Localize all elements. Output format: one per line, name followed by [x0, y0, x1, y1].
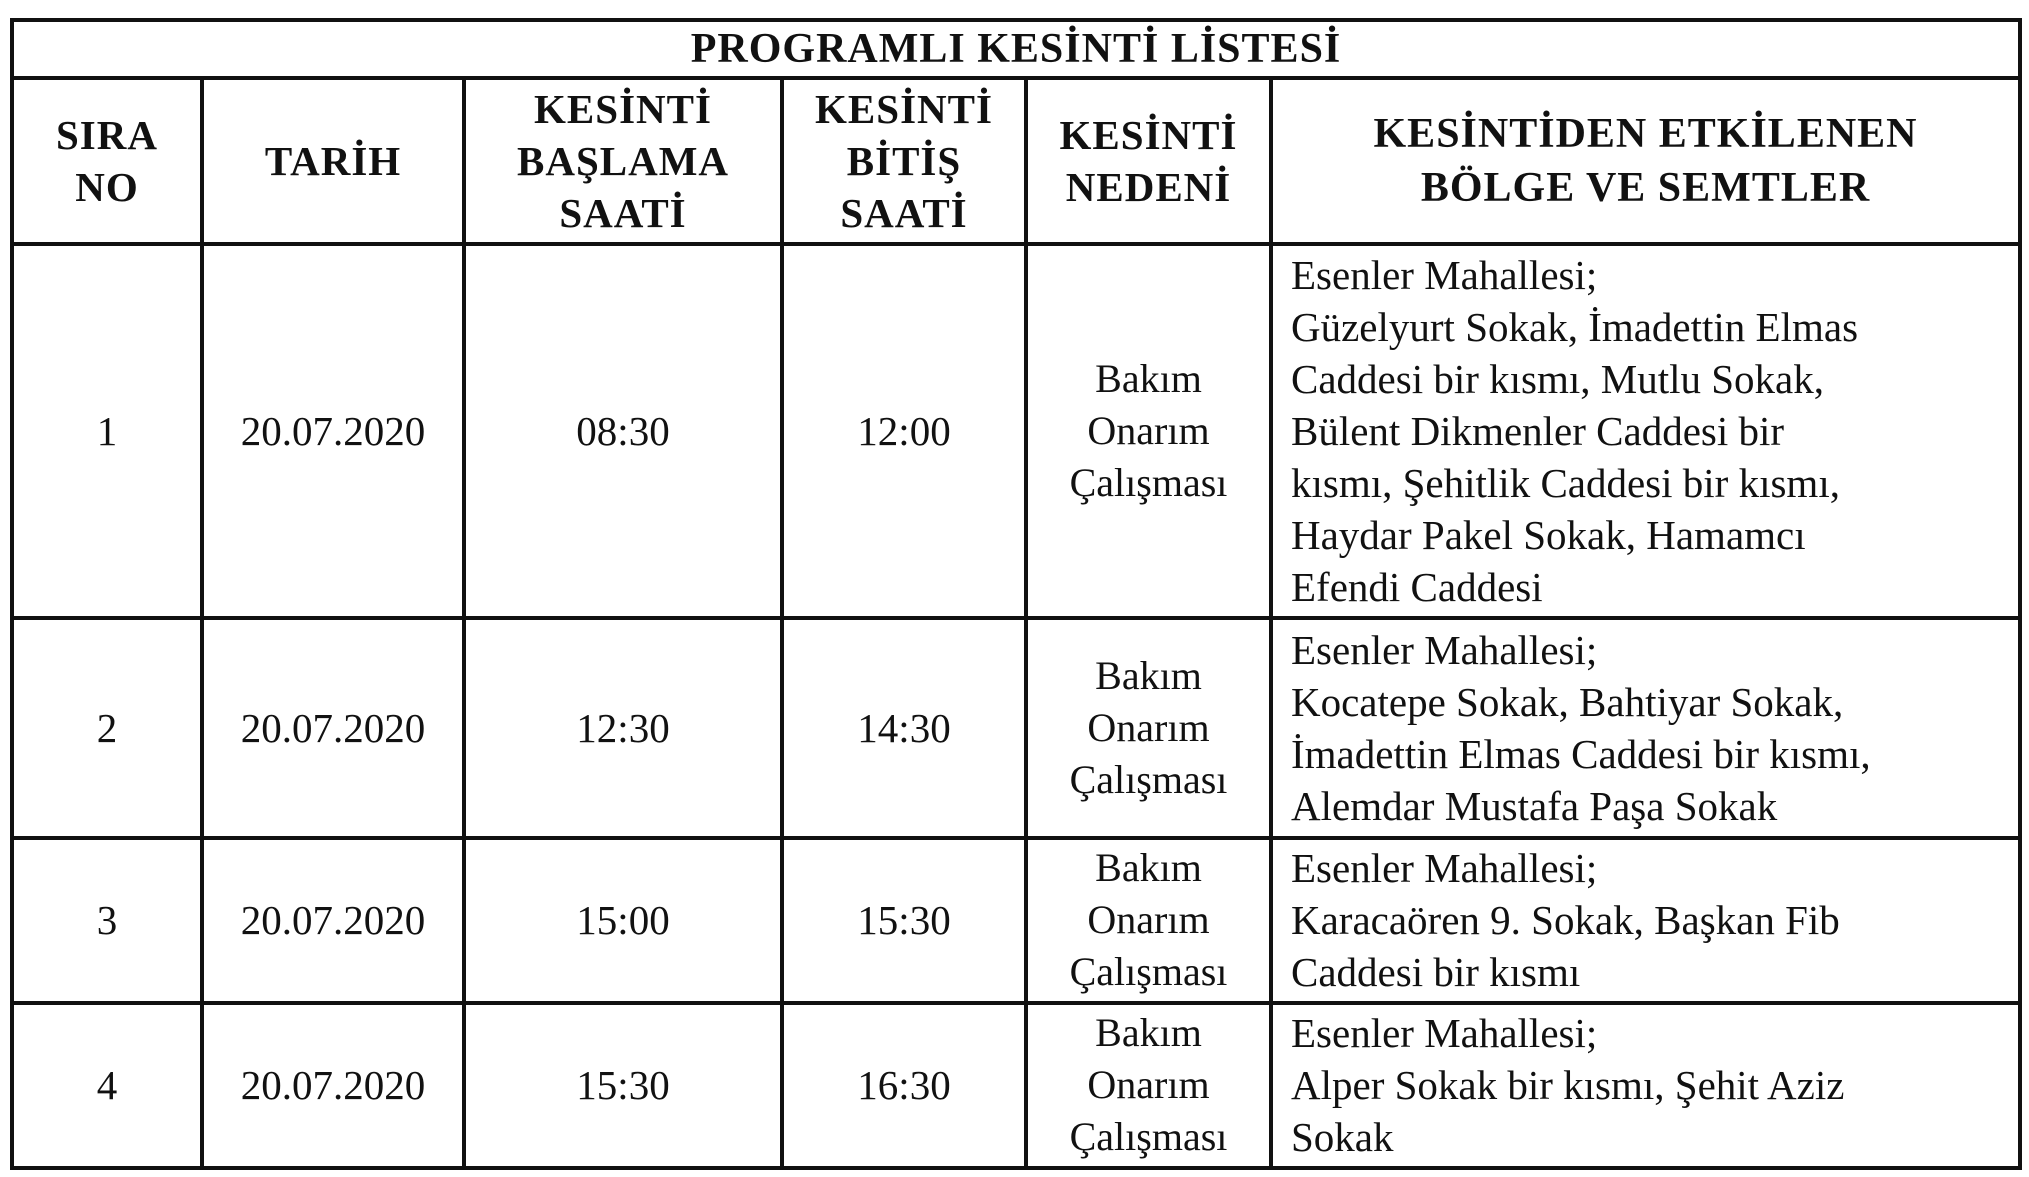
cell-bitis: 15:30 [782, 838, 1026, 1003]
region-line: Esenler Mahallesi; [1291, 251, 1598, 298]
header-text: BİTİŞ [846, 137, 962, 184]
cell-bolge [1271, 1003, 2020, 1168]
cell-sira-no: 2 [12, 618, 202, 838]
outage-list-document [10, 18, 2018, 1170]
region-line: Caddesi bir kısmı, Mutlu Sokak, [1291, 355, 1824, 402]
reason-line: Onarım [1087, 1062, 1210, 1108]
table-row [12, 244, 2020, 619]
table-row [12, 618, 2020, 838]
cell-sira-no: 4 [12, 1003, 202, 1168]
header-text: SAATİ [840, 189, 968, 236]
cell-bolge [1271, 618, 2020, 838]
region-line: Güzelyurt Sokak, İmadettin Elmas [1291, 303, 1859, 350]
reason-line: Çalışması [1069, 459, 1228, 505]
reason-line: Onarım [1087, 897, 1210, 943]
header-row [12, 78, 2020, 243]
header-sira-no [12, 78, 202, 243]
header-text: KESİNTİDEN ETKİLENEN [1373, 110, 1918, 157]
header-etkilenen-bolge [1271, 78, 2020, 243]
region-line: Bülent Dikmenler Caddesi bir [1291, 407, 1785, 454]
cell-baslama: 12:30 [464, 618, 782, 838]
reason-line: Bakım [1095, 845, 1202, 891]
cell-sira-no: 1 [12, 244, 202, 619]
header-tarih [202, 78, 464, 243]
region-line: Esenler Mahallesi; [1291, 626, 1598, 673]
header-baslama-saati [464, 78, 782, 243]
table-title: PROGRAMLI KESİNTİ LİSTESİ [12, 20, 2020, 78]
reason-line: Onarım [1087, 704, 1210, 750]
header-kesinti-nedeni [1026, 78, 1271, 243]
cell-bolge [1271, 838, 2020, 1003]
header-text: BÖLGE VE SEMTLER [1420, 164, 1871, 211]
cell-neden [1026, 618, 1271, 838]
table-row [12, 838, 2020, 1003]
region-line: Sokak [1291, 1114, 1394, 1161]
header-text: SAATİ [559, 189, 687, 236]
reason-line: Onarım [1087, 407, 1210, 453]
region-line: İmadettin Elmas Caddesi bir kısmı, [1291, 730, 1871, 777]
region-line: Esenler Mahallesi; [1291, 845, 1598, 892]
header-text: SIRA [56, 111, 158, 158]
reason-line: Bakım [1095, 652, 1202, 698]
cell-neden [1026, 838, 1271, 1003]
cell-neden [1026, 1003, 1271, 1168]
cell-tarih: 20.07.2020 [202, 244, 464, 619]
cell-bitis: 12:00 [782, 244, 1026, 619]
header-text: KESİNTİ [1059, 111, 1238, 158]
header-text: KESİNTİ [534, 85, 712, 132]
header-text: NEDENİ [1065, 163, 1232, 210]
reason-line: Çalışması [1069, 949, 1228, 995]
cell-baslama: 15:30 [464, 1003, 782, 1168]
header-text: KESİNTİ [815, 85, 993, 132]
region-line: Kocatepe Sokak, Bahtiyar Sokak, [1291, 678, 1844, 725]
cell-sira-no: 3 [12, 838, 202, 1003]
reason-line: Bakım [1095, 1010, 1202, 1056]
region-line: kısmı, Şehitlik Caddesi bir kısmı, [1291, 459, 1840, 506]
cell-bolge [1271, 244, 2020, 619]
region-line: Esenler Mahallesi; [1291, 1010, 1598, 1057]
header-text: NO [75, 163, 139, 210]
reason-line: Bakım [1095, 355, 1202, 401]
reason-line: Çalışması [1069, 1114, 1228, 1160]
table-row [12, 1003, 2020, 1168]
header-text: TARİH [264, 137, 402, 184]
cell-bitis: 16:30 [782, 1003, 1026, 1168]
header-bitis-saati [782, 78, 1026, 243]
cell-baslama: 08:30 [464, 244, 782, 619]
header-text: BAŞLAMA [516, 137, 730, 184]
region-line: Karacaören 9. Sokak, Başkan Fib [1291, 897, 1840, 944]
region-line: Alper Sokak bir kısmı, Şehit Aziz [1291, 1062, 1845, 1109]
outage-table [10, 18, 2022, 1170]
cell-tarih: 20.07.2020 [202, 838, 464, 1003]
cell-bitis: 14:30 [782, 618, 1026, 838]
cell-baslama: 15:00 [464, 838, 782, 1003]
region-line: Haydar Pakel Sokak, Hamamcı [1291, 511, 1806, 558]
region-line: Alemdar Mustafa Paşa Sokak [1291, 782, 1778, 829]
cell-neden [1026, 244, 1271, 619]
reason-line: Çalışması [1069, 756, 1228, 802]
region-line: Efendi Caddesi [1291, 563, 1543, 610]
region-line: Caddesi bir kısmı [1291, 949, 1581, 996]
cell-tarih: 20.07.2020 [202, 618, 464, 838]
cell-tarih: 20.07.2020 [202, 1003, 464, 1168]
